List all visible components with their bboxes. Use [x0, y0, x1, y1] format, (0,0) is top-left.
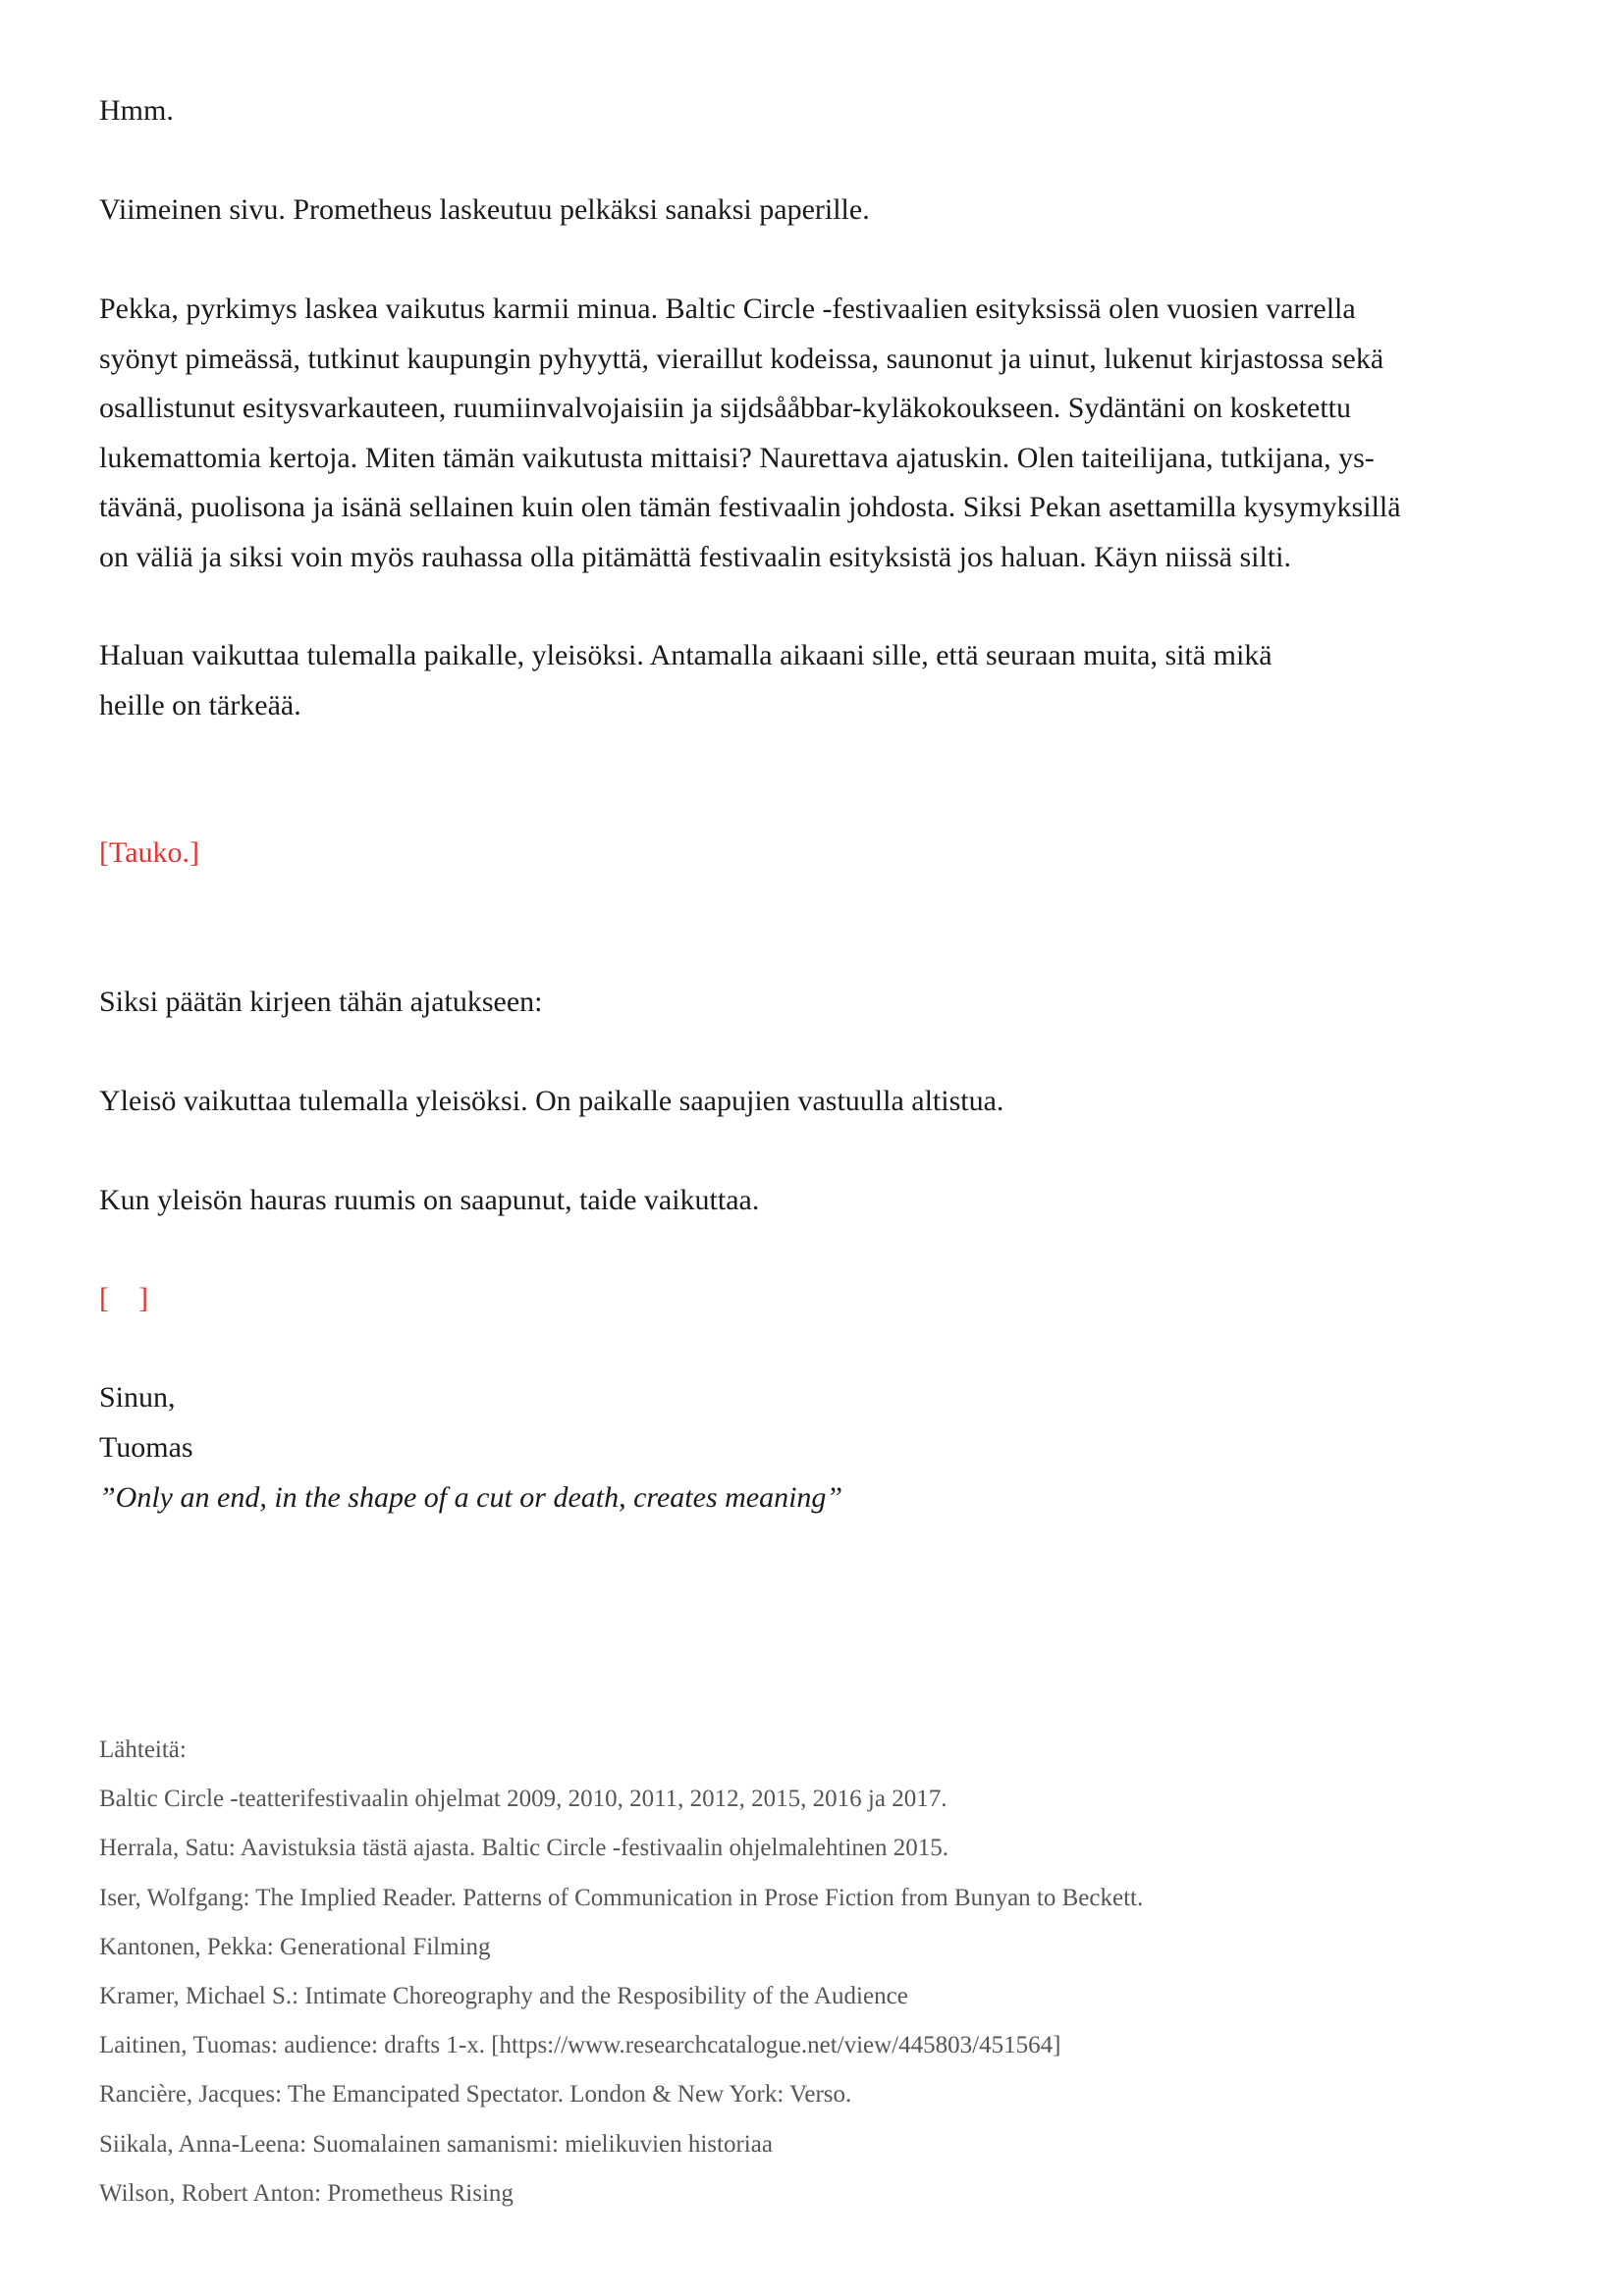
source-item: Herrala, Satu: Aavistuksia tästä ajasta. Baltic Circle -festivaalin ohjelmalehtinen 2015. — [99, 1835, 949, 1862]
paragraph-haluan — [99, 631, 1272, 730]
paragraph-siksi: Siksi päätän kirjeen tähän ajatukseen: — [99, 986, 543, 1018]
source-item: Baltic Circle -teatterifestivaalin ohjelmat 2009, 2010, 2011, 2012, 2015, 2016 ja 2017. — [99, 1786, 947, 1813]
sources-list — [99, 1726, 1143, 2218]
text-line: on väliä ja siksi voin myös rauhassa olla pitämättä festivaalin esityksistä jos haluan. Käyn niissä silti. — [99, 540, 1291, 573]
sources-heading: Lähteitä: — [99, 1736, 187, 1763]
empty-bracket: [ ] — [99, 1282, 148, 1314]
text-line: Pekka, pyrkimys laskea vaikutus karmii minua. Baltic Circle -festivaalien esityksissä olen vuosien varrella — [99, 293, 1356, 325]
text-line: tävänä, puolisona ja isänä sellainen kuin olen tämän festivaalin johdosta. Siksi Pekan asettamilla kysymyksillä — [99, 491, 1401, 523]
source-item: Wilson, Robert Anton: Prometheus Rising — [99, 2179, 514, 2207]
paragraph-hmm: Hmm. — [99, 94, 174, 127]
paragraph-last-page: Viimeinen sivu. Prometheus laskeutuu pelkäksi sanaksi paperille. — [99, 193, 870, 226]
text-line: syönyt pimeässä, tutkinut kaupungin pyhyyttä, vieraillut kodeissa, saunonut ja uinut, lukenut kirjastossa sekä — [99, 342, 1384, 375]
text-line: heille on tärkeää. — [99, 688, 301, 721]
text-line: Haluan vaikuttaa tulemalla paikalle, yleisöksi. Antamalla aikaani sille, että seuraan muita, sitä mikä — [99, 639, 1272, 671]
source-item: Laitinen, Tuomas: audience: drafts 1-x. [https://www.researchcatalogue.net/view/445803/451564] — [99, 2032, 1061, 2059]
source-item: Iser, Wolfgang: The Implied Reader. Patterns of Communication in Prose Fiction from Bunyan to Beckett. — [99, 1884, 1144, 1911]
signature: Tuomas — [99, 1431, 193, 1464]
closing: Sinun, — [99, 1381, 176, 1414]
text-line: osallistunut esitysvarkauteen, ruumiinvalvojaisiin ja sijdsååbbar-kyläkokoukseen. Sydäntäni on kosketettu — [99, 392, 1351, 424]
paragraph-yleiso: Yleisö vaikuttaa tulemalla yleisöksi. On paikalle saapujien vastuulla altistua. — [99, 1085, 1004, 1117]
paragraph-festival — [99, 285, 1401, 582]
paragraph-kun: Kun yleisön hauras ruumis on saapunut, taide vaikuttaa. — [99, 1184, 760, 1216]
pause-note: [Tauko.] — [99, 836, 200, 869]
text-line: lukemattomia kertoja. Miten tämän vaikutusta mittaisi? Naurettava ajatuskin. Olen taiteilijana, tutkijana, ys- — [99, 441, 1375, 474]
closing-quote: ”Only an end, in the shape of a cut or death, creates meaning” — [99, 1481, 843, 1514]
source-item: Kantonen, Pekka: Generational Filming — [99, 1933, 491, 1960]
source-item: Siikala, Anna-Leena: Suomalainen samanismi: mielikuvien historiaa — [99, 2130, 773, 2158]
source-item: Rancière, Jacques: The Emancipated Spectator. London & New York: Verso. — [99, 2081, 852, 2109]
source-item: Kramer, Michael S.: Intimate Choreography and the Resposibility of the Audience — [99, 1983, 908, 2010]
